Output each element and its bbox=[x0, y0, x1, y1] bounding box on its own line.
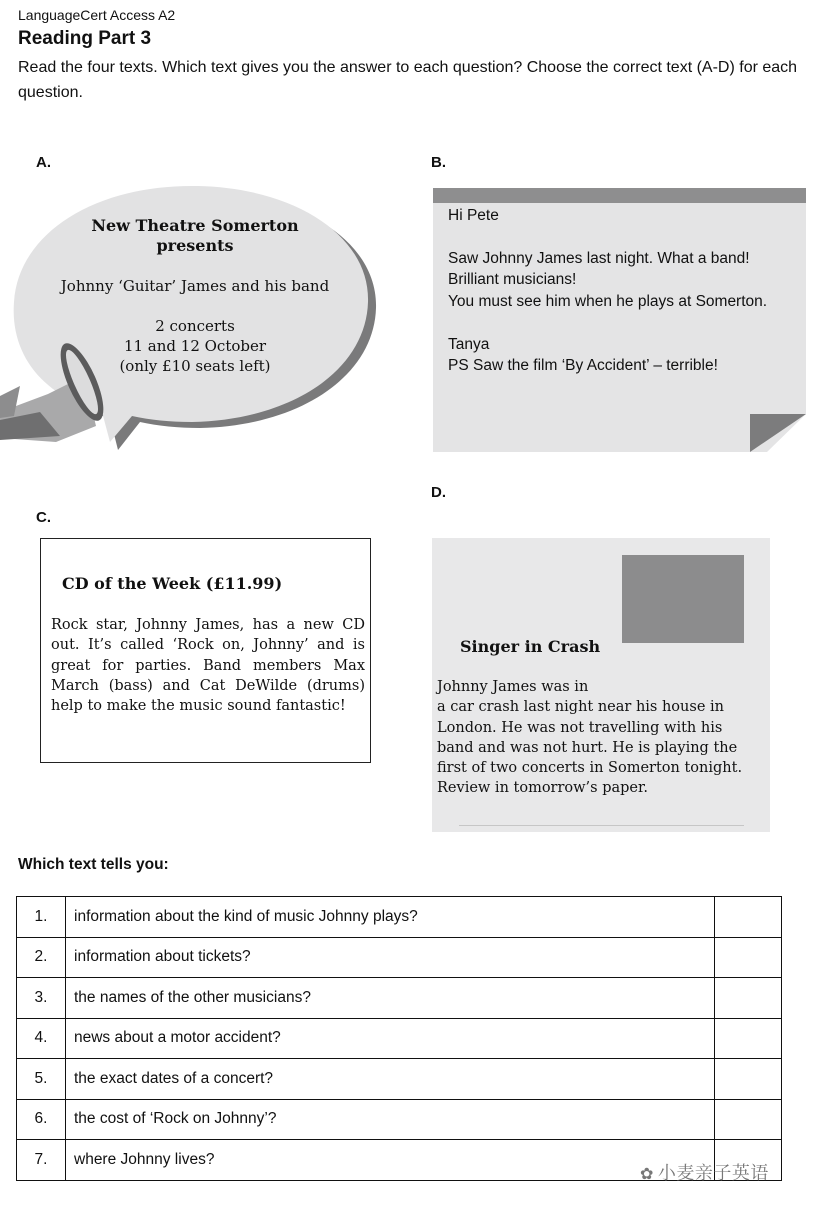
note-line-3: You must see him when he plays at Somerton. bbox=[448, 293, 768, 310]
question-text: information about the kind of music Johnny plays? bbox=[66, 897, 715, 938]
table-row bbox=[17, 937, 782, 978]
news-headline: Singer in Crash bbox=[460, 637, 601, 656]
table-row bbox=[17, 1018, 782, 1059]
text-a-letter: A. bbox=[36, 154, 51, 171]
poster-text bbox=[30, 216, 360, 376]
questions-table bbox=[16, 896, 782, 1181]
text-d-letter: D. bbox=[431, 484, 446, 501]
table-row bbox=[17, 897, 782, 938]
cd-body: Rock star, Johnny James, has a new CD out. It’s called ‘Rock on, Johnny’ and is great for parties. Band members Max March (bass) and Cat DeWilde (drums) help to make the music sound fantastic! bbox=[51, 617, 365, 715]
news-line: first of two concerts in Somerton tonight. bbox=[437, 760, 743, 777]
poster-seats: (only £10 seats left) bbox=[119, 357, 271, 375]
watermark-text: 小麦亲子英语 bbox=[657, 1163, 769, 1183]
news-line: Review in tomorrow’s paper. bbox=[437, 780, 648, 797]
text-b-letter: B. bbox=[431, 154, 446, 171]
cd-title: CD of the Week (£11.99) bbox=[62, 574, 283, 593]
page-title: Reading Part 3 bbox=[18, 28, 152, 49]
news-divider bbox=[459, 825, 744, 826]
poster-act: Johnny ‘Guitar’ James and his band bbox=[60, 277, 330, 295]
wechat-icon: ✿ bbox=[640, 1166, 654, 1183]
question-text: the cost of ‘Rock on Johnny’? bbox=[66, 1099, 715, 1140]
text-c-letter: C. bbox=[36, 509, 51, 526]
note-greeting: Hi Pete bbox=[448, 207, 499, 224]
exam-label: LanguageCert Access A2 bbox=[18, 7, 176, 23]
question-number: 6. bbox=[17, 1099, 66, 1140]
question-number: 3. bbox=[17, 978, 66, 1019]
note-ps: PS Saw the film ‘By Accident’ – terrible! bbox=[448, 357, 718, 374]
answer-cell[interactable] bbox=[715, 1059, 782, 1100]
question-number: 5. bbox=[17, 1059, 66, 1100]
instructions: Read the four texts. Which text gives you the answer to each question? Choose the correct text (A-D) for each question. bbox=[18, 59, 798, 101]
watermark bbox=[640, 1159, 769, 1185]
answer-cell[interactable] bbox=[715, 1018, 782, 1059]
poster-concerts: 2 concerts bbox=[155, 317, 235, 335]
note-card bbox=[433, 188, 806, 454]
news-line: Johnny James was in bbox=[437, 679, 589, 695]
question-text: the exact dates of a concert? bbox=[66, 1059, 715, 1100]
answer-cell[interactable] bbox=[715, 937, 782, 978]
note-line-2: Brilliant musicians! bbox=[448, 271, 577, 288]
answer-cell[interactable] bbox=[715, 1099, 782, 1140]
questions-heading: Which text tells you: bbox=[18, 856, 169, 873]
news-line: band and was not hurt. He is playing the bbox=[437, 739, 738, 756]
poster-presents: presents bbox=[156, 236, 234, 255]
table-row bbox=[17, 978, 782, 1019]
table-row bbox=[17, 1059, 782, 1100]
news-line: a car crash last night near his house in bbox=[437, 699, 724, 716]
question-number: 7. bbox=[17, 1140, 66, 1181]
news-line: London. He was not travelling with his bbox=[437, 719, 723, 736]
news-body bbox=[437, 677, 763, 799]
question-number: 4. bbox=[17, 1018, 66, 1059]
poster-title: New Theatre Somerton bbox=[91, 216, 299, 235]
question-number: 1. bbox=[17, 897, 66, 938]
answer-cell[interactable] bbox=[715, 897, 782, 938]
answer-cell[interactable] bbox=[715, 978, 782, 1019]
question-text: where Johnny lives? bbox=[66, 1140, 715, 1181]
question-text: news about a motor accident? bbox=[66, 1018, 715, 1059]
news-photo bbox=[622, 555, 744, 643]
question-text: the names of the other musicians? bbox=[66, 978, 715, 1019]
question-text: information about tickets? bbox=[66, 937, 715, 978]
poster-dates: 11 and 12 October bbox=[123, 337, 267, 355]
note-signature: Tanya bbox=[448, 336, 490, 353]
table-row bbox=[17, 1099, 782, 1140]
question-number: 2. bbox=[17, 937, 66, 978]
note-line-1: Saw Johnny James last night. What a band! bbox=[448, 250, 750, 267]
